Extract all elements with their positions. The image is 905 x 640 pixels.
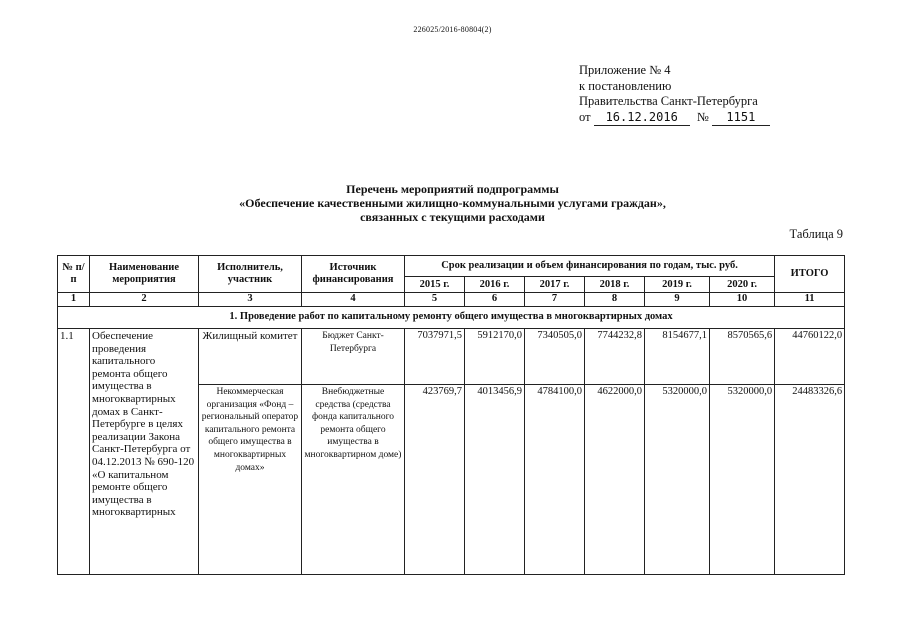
header-year-2018: 2018 г. <box>585 277 645 293</box>
header-year-2016: 2016 г. <box>465 277 525 293</box>
col-number: 10 <box>710 293 775 307</box>
col-number: 11 <box>775 293 845 307</box>
title-line-3: связанных с текущими расходами <box>360 210 545 224</box>
col-number: 8 <box>585 293 645 307</box>
appendix-line-1: Приложение № 4 <box>579 63 671 77</box>
measures-table <box>57 255 845 575</box>
appendix-date-line <box>579 110 770 127</box>
header-year-2019: 2019 г. <box>645 277 710 293</box>
number-prefix: № <box>696 109 709 124</box>
section-heading: 1. Проведение работ по капитальному ремонту общего имущества в многоквартирных домах <box>58 307 845 329</box>
col-number: 7 <box>525 293 585 307</box>
value-2016: 4013456,9 <box>465 385 525 575</box>
appendix-block <box>579 63 770 126</box>
col-number: 4 <box>302 293 405 307</box>
source-cell: Бюджет Санкт-Петербурга <box>302 329 405 385</box>
decree-date: 16.12.2016 <box>594 110 690 127</box>
col-number: 1 <box>58 293 90 307</box>
row-number: 1.1 <box>58 329 90 575</box>
value-2020: 5320000,0 <box>710 385 775 575</box>
decree-number: 1151 <box>712 110 770 127</box>
executor-cell: Некоммерческая организация «Фонд – региональный оператор капитального ремонта общего имущества в многоквартирных домах» <box>199 385 302 575</box>
executor-cell: Жилищный комитет <box>199 329 302 385</box>
header-period: Срок реализации и объем финансирования по годам, тыс. руб. <box>405 256 775 277</box>
col-number: 6 <box>465 293 525 307</box>
value-2017: 7340505,0 <box>525 329 585 385</box>
appendix-line-3: Правительства Санкт-Петербурга <box>579 94 758 108</box>
title-line-1: Перечень мероприятий подпрограммы <box>346 182 559 196</box>
value-2019: 5320000,0 <box>645 385 710 575</box>
col-number: 5 <box>405 293 465 307</box>
source-cell: Внебюджетные средства (средства фонда капитального ремонта общего имущества в многоквартирном доме) <box>302 385 405 575</box>
header-year-2017: 2017 г. <box>525 277 585 293</box>
appendix-line-2: к постановлению <box>579 78 672 93</box>
col-number: 3 <box>199 293 302 307</box>
document-id: 226025/2016-80804(2) <box>413 25 492 34</box>
header-total: ИТОГО <box>775 256 845 293</box>
date-prefix: от <box>579 109 591 124</box>
header-executor: Исполнитель, участник <box>199 256 302 293</box>
table-label: Таблица 9 <box>789 227 843 241</box>
value-2015: 423769,7 <box>405 385 465 575</box>
title-line-2: «Обеспечение качественными жилищно-коммунальными услугами граждан», <box>239 196 666 210</box>
document-title <box>0 182 905 224</box>
value-2020: 8570565,6 <box>710 329 775 385</box>
col-number: 9 <box>645 293 710 307</box>
value-total: 44760122,0 <box>775 329 845 385</box>
value-2015: 7037971,5 <box>405 329 465 385</box>
col-number: 2 <box>90 293 199 307</box>
header-source: Источник финансирования <box>302 256 405 293</box>
value-2016: 5912170,0 <box>465 329 525 385</box>
header-year-2015: 2015 г. <box>405 277 465 293</box>
value-total: 24483326,6 <box>775 385 845 575</box>
header-name: Наименование мероприятия <box>90 256 199 293</box>
value-2018: 4622000,0 <box>585 385 645 575</box>
header-num: № п/п <box>58 256 90 293</box>
value-2017: 4784100,0 <box>525 385 585 575</box>
measure-name: Обеспечение проведения капитального ремонта общего имущества в многоквартирных домах в Санкт-Петербурге в целях реализации Закона Санкт-Петербурга от 04.12.2013 № 690-120 «О капитальном ремонте общего имущества в многоквартирных <box>90 329 199 575</box>
value-2019: 8154677,1 <box>645 329 710 385</box>
value-2018: 7744232,8 <box>585 329 645 385</box>
header-year-2020: 2020 г. <box>710 277 775 293</box>
